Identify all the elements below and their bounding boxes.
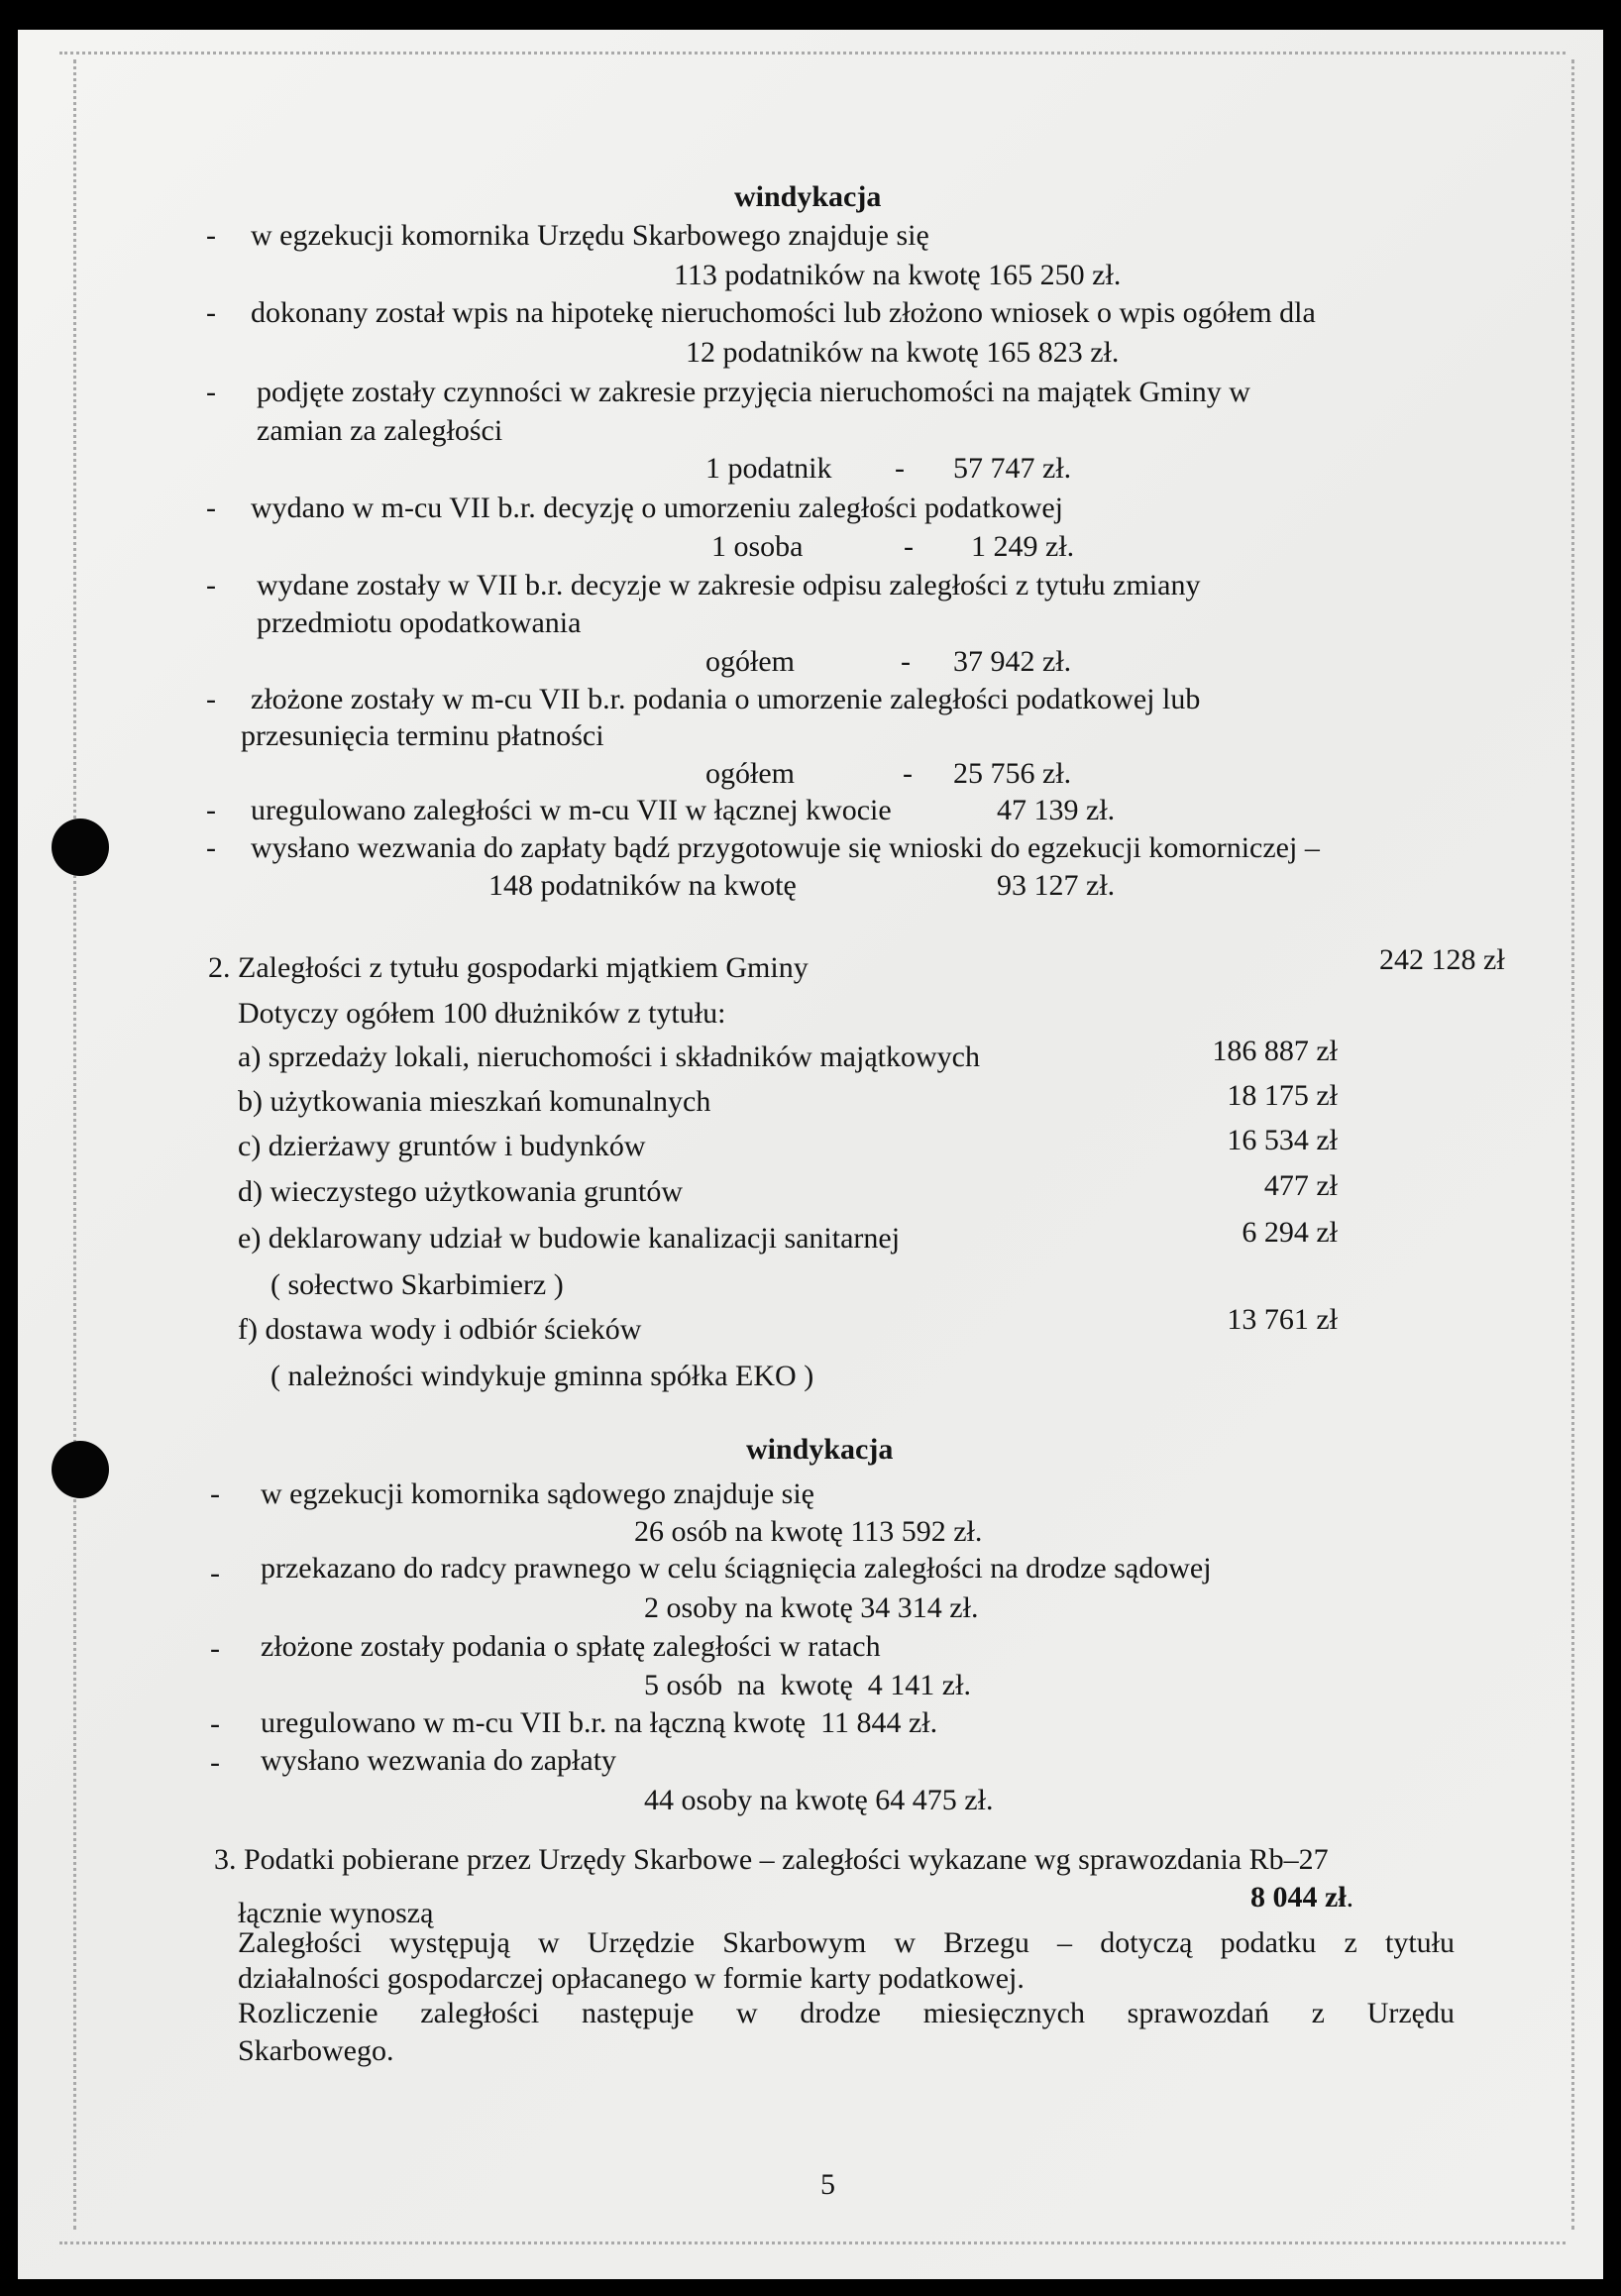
- category-note: ( należności windykuje gminna spółka EKO ): [270, 1360, 814, 1392]
- list-item-separator: -: [895, 452, 905, 485]
- list-item-amount: 1 249 zł.: [971, 530, 1075, 563]
- category-label: a) sprzedaży lokali, nieruchomości i składników majątkowych: [238, 1040, 980, 1073]
- list-item-label: 1 podatnik: [705, 452, 832, 485]
- list-item-amount: 37 942 zł.: [953, 645, 1072, 678]
- list-item-label: 1 osoba: [711, 530, 804, 563]
- category-note: ( sołectwo Skarbimierz ): [270, 1268, 564, 1301]
- list-item-label: ogółem: [705, 645, 795, 678]
- list-item-text: w egzekucji komornika sądowego znajduje się: [261, 1477, 814, 1510]
- list-item-amount: 25 756 zł.: [953, 757, 1072, 790]
- list-dash: -: [206, 831, 216, 864]
- category-value: 16 534 zł: [1227, 1124, 1338, 1156]
- list-item-value: 26 osób na kwotę 113 592 zł.: [634, 1515, 983, 1548]
- list-item-text: przesunięcia terminu płatności: [241, 719, 604, 752]
- page-edge-dots-top: [59, 52, 1566, 55]
- list-item-separator: -: [901, 645, 911, 678]
- list-dash: -: [206, 296, 216, 329]
- section-heading: windykacja: [746, 1433, 894, 1466]
- page-edge-dots-left: [73, 59, 76, 2230]
- list-item-text: wysłano wezwania do zapłaty: [261, 1744, 617, 1777]
- list-item-text: wysłano wezwania do zapłaty bądź przygotowuje się wnioski do egzekucji komorniczej –: [251, 831, 1320, 864]
- list-item-value: 44 osoby na kwotę 64 475 zł.: [644, 1784, 994, 1816]
- paragraph-line: Skarbowego.: [238, 2034, 394, 2067]
- list-dash: -: [206, 794, 216, 826]
- list-item-label: ogółem: [705, 757, 795, 790]
- list-item-text: przekazano do radcy prawnego w celu ściągnięcia zaległości na drodze sądowej: [261, 1552, 1212, 1585]
- list-item-value: 12 podatników na kwotę 165 823 zł.: [686, 336, 1120, 369]
- list-item-text: wydane zostały w VII b.r. decyzje w zakresie odpisu zaległości z tytułu zmiany: [257, 569, 1201, 601]
- section-3-total-dot: .: [1346, 1881, 1354, 1913]
- category-label: d) wieczystego użytkowania gruntów: [238, 1175, 684, 1208]
- list-dash: -: [206, 569, 216, 601]
- list-item-text: uregulowano w m-cu VII b.r. na łączną kwotę 11 844 zł.: [261, 1706, 938, 1739]
- list-dash: -: [210, 1477, 220, 1510]
- category-value: 477 zł: [1263, 1169, 1338, 1202]
- list-dash: -: [210, 1632, 220, 1665]
- list-dash: -: [206, 492, 216, 524]
- category-value: 13 761 zł: [1227, 1303, 1338, 1336]
- list-item-text: podjęte zostały czynności w zakresie przyjęcia nieruchomości na majątek Gminy w: [257, 376, 1250, 408]
- list-item-text: złożone zostały podania o spłatę zaległości w ratach: [261, 1630, 881, 1663]
- category-label: f) dostawa wody i odbiór ścieków: [238, 1313, 642, 1346]
- section-heading: windykacja: [734, 180, 882, 213]
- section-2-title: 2. Zaległości z tytułu gospodarki mjątkiem Gminy: [208, 951, 809, 984]
- page-edge-dots-bottom: [59, 2241, 1566, 2244]
- list-item-text: przedmiotu opodatkowania: [257, 606, 582, 639]
- section-3-subtitle: łącznie wynoszą: [238, 1897, 434, 1929]
- category-label: e) deklarowany udział w budowie kanalizacji sanitarnej: [238, 1222, 901, 1255]
- paragraph-line: Rozliczenie zaległości następuje w drodze miesięcznych sprawozdań z Urzędu: [238, 1997, 1455, 2029]
- paragraph-line: działalności gospodarczej opłacanego w formie karty podatkowej.: [238, 1962, 1025, 1995]
- list-item-text: wydano w m-cu VII b.r. decyzję o umorzeniu zaległości podatkowej: [251, 492, 1064, 524]
- category-label: b) użytkowania mieszkań komunalnych: [238, 1085, 711, 1118]
- list-item-amount: 93 127 zł.: [997, 869, 1116, 902]
- section-2-total: 242 128 zł: [1379, 943, 1505, 976]
- punch-hole-top: [52, 819, 109, 876]
- category-value: 186 887 zł: [1212, 1035, 1338, 1067]
- list-item-text: uregulowano zaległości w m-cu VII w łącznej kwocie: [251, 794, 892, 826]
- list-item-text: zamian za zaległości: [257, 414, 503, 447]
- page-edge-dots-right: [1571, 59, 1574, 2230]
- list-item-text: w egzekucji komornika Urzędu Skarbowego znajduje się: [251, 219, 929, 252]
- section-2-intro: Dotyczy ogółem 100 dłużników z tytułu:: [238, 997, 726, 1030]
- category-value: 6 294 zł: [1242, 1216, 1338, 1249]
- list-item-label: 148 podatników na kwotę: [488, 869, 797, 902]
- page-number: 5: [820, 2168, 835, 2201]
- section-3-total: 8 044 zł: [1250, 1881, 1347, 1913]
- list-item-separator: -: [904, 530, 914, 563]
- list-dash: -: [206, 376, 216, 408]
- list-item-separator: -: [903, 757, 913, 790]
- punch-hole-bottom: [52, 1441, 109, 1498]
- list-item-amount: 57 747 zł.: [953, 452, 1072, 485]
- list-item-amount: 47 139 zł.: [997, 794, 1116, 826]
- category-value: 18 175 zł: [1227, 1079, 1338, 1112]
- list-dash: -: [206, 683, 216, 715]
- list-item-value: 113 podatników na kwotę 165 250 zł.: [674, 259, 1122, 291]
- list-item-value: 5 osób na kwotę 4 141 zł.: [644, 1669, 971, 1701]
- paragraph-line: Zaległości występują w Urzędzie Skarbowym w Brzegu – dotyczą podatku z tytułu: [238, 1926, 1455, 1959]
- list-item-text: złożone zostały w m-cu VII b.r. podania o umorzenie zaległości podatkowej lub: [251, 683, 1201, 715]
- list-item-text: dokonany został wpis na hipotekę nieruchomości lub złożono wniosek o wpis ogółem dla: [251, 296, 1316, 329]
- list-item-value: 2 osoby na kwotę 34 314 zł.: [644, 1591, 979, 1624]
- list-dash: -: [210, 1746, 220, 1779]
- list-dash: -: [206, 219, 216, 252]
- list-dash: -: [210, 1557, 220, 1589]
- category-label: c) dzierżawy gruntów i budynków: [238, 1130, 646, 1162]
- section-3-title: 3. Podatki pobierane przez Urzędy Skarbowe – zaległości wykazane wg sprawozdania Rb–27: [214, 1843, 1329, 1876]
- list-dash: -: [210, 1707, 220, 1740]
